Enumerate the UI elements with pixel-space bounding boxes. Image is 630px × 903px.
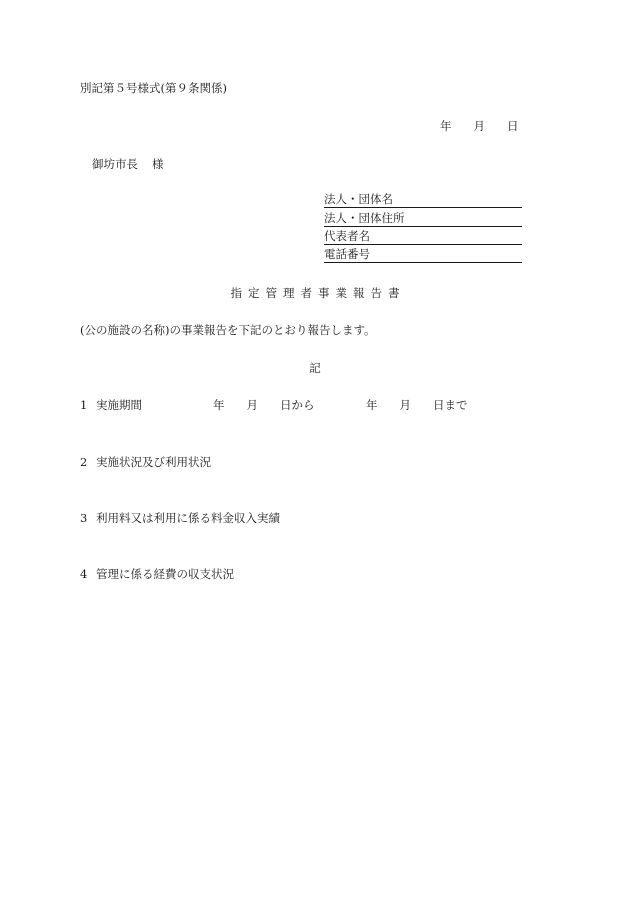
addressee	[92, 157, 164, 171]
corp-name-label: 法人・団体名	[324, 192, 393, 206]
date-year-label: 年	[440, 119, 452, 133]
representative-name-field	[324, 229, 522, 245]
date-day-label: 日	[507, 119, 519, 133]
date-month-label: 月	[473, 119, 485, 133]
item-management-expenses	[80, 567, 234, 581]
phone-number-field	[324, 247, 522, 263]
document-title: 指定管理者事業報告書	[230, 286, 406, 300]
corp-address-label: 法人・団体住所	[324, 211, 405, 225]
phone-number-label: 電話番号	[324, 247, 370, 261]
period-start-day: 日から	[280, 398, 315, 412]
item-label: 管理に係る経費の収支状況	[96, 567, 234, 581]
form-number: 別記第５号様式(第９条関係)	[80, 81, 227, 95]
period-start-year: 年	[213, 398, 225, 412]
period-end-day: 日まで	[433, 398, 468, 412]
item-label: 利用料又は利用に係る料金収入実績	[96, 511, 280, 525]
period-start-month: 月	[246, 398, 258, 412]
addressee-name: 御坊市長	[92, 157, 138, 171]
item-number: 1	[80, 398, 88, 412]
item-number: 3	[80, 511, 88, 525]
item-fee-revenue	[80, 511, 280, 525]
ki-marker: 記	[309, 361, 321, 375]
period-end	[366, 398, 468, 412]
addressee-honorific: 様	[152, 157, 164, 171]
period-start	[213, 398, 315, 412]
item-number: 4	[80, 567, 88, 581]
item-number: 2	[80, 455, 88, 469]
period-end-year: 年	[366, 398, 378, 412]
item-status-usage	[80, 455, 211, 469]
item-label: 実施状況及び利用状況	[96, 455, 211, 469]
item-label: 実施期間	[96, 398, 142, 412]
period-end-month: 月	[399, 398, 411, 412]
corp-name-field	[324, 192, 522, 208]
item-implementation-period	[80, 398, 142, 412]
date-line	[440, 119, 519, 133]
representative-name-label: 代表者名	[324, 229, 370, 243]
intro-sentence: (公の施設の名称)の事業報告を下記のとおり報告します。	[80, 323, 376, 337]
corp-address-field	[324, 211, 522, 227]
